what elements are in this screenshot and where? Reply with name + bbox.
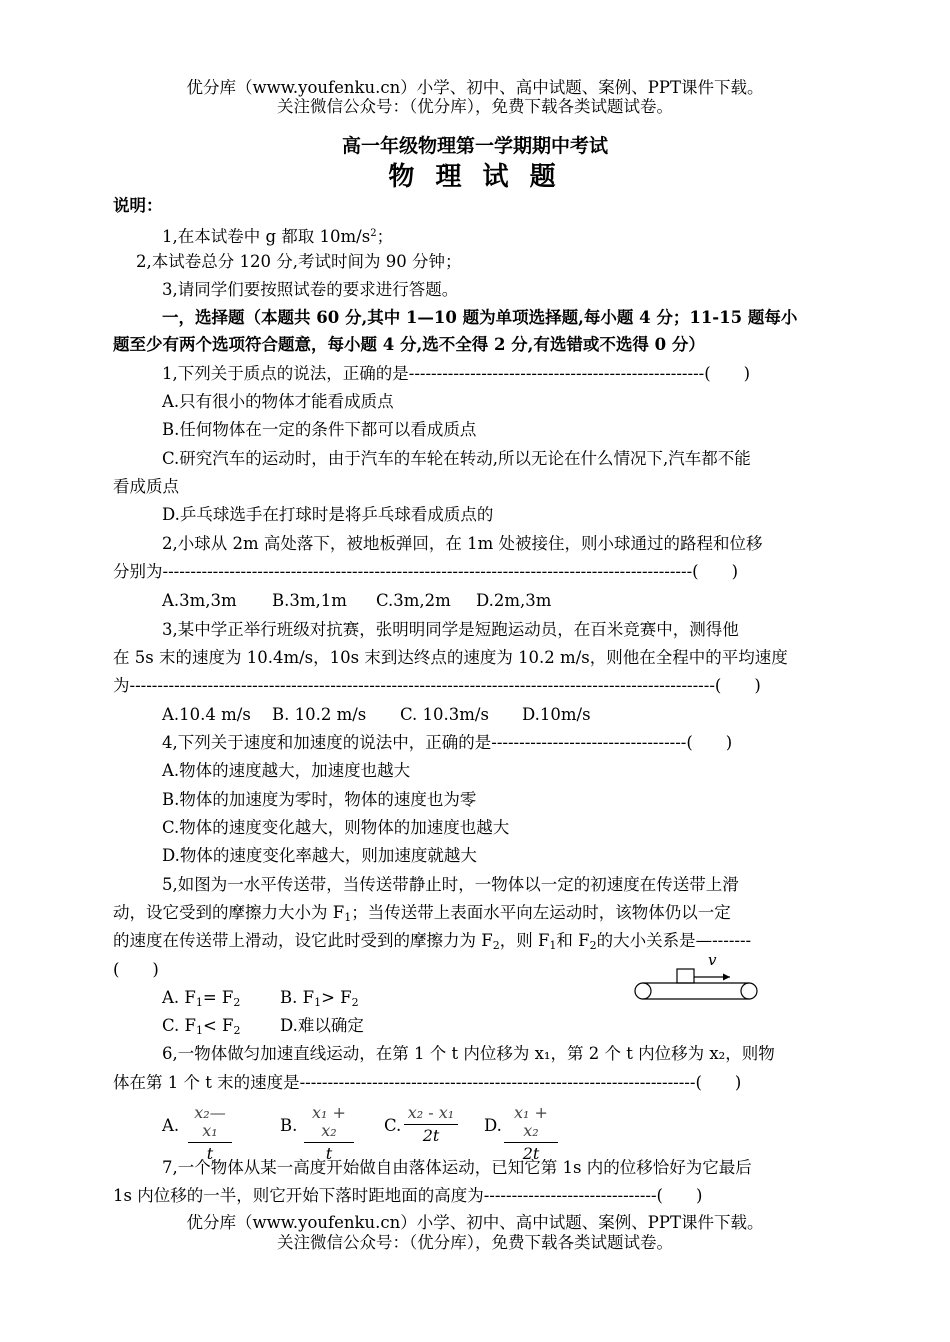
q1-option-a: A.只有很小的物体才能看成质点 [162, 392, 394, 411]
q5-option-c: C. $F_1< F_2$ [162, 1016, 241, 1037]
block-icon [677, 969, 694, 983]
q5-stem-line-2: 动，设它受到的摩擦力大小为 $F_1$；当传送带上表面水平向左运动时，该物体仍以一定 [113, 903, 731, 924]
section-1-line-1: 一，选择题（本题共 60 分,其中 1—10 题为单项选择题,每小题 4 分；11-15 题每小 [162, 308, 798, 327]
note-2: 2,本试卷总分 120 分,考试时间为 90 分钟； [136, 252, 462, 271]
header-line-2: 关注微信公众号：（优分库），免费下载各类试题试卷。 [277, 97, 673, 116]
q7-stem-line-2: 1s 内位移的一半，则它开始下落时距地面的高度为-------------------------------( ) [113, 1186, 703, 1205]
q6-stem-line-2: 体在第 1 个 t 末的速度是-----------------------------------------------------------------------( ) [113, 1073, 742, 1092]
q6-option-d-denominator: 2t [522, 1144, 540, 1163]
q2-option-b: B.3m,1m [272, 591, 347, 610]
q1-option-d: D.乒乓球选手在打球时是将乒乓球看成质点的 [162, 505, 494, 524]
q3-option-c: C. 10.3m/s [400, 705, 489, 724]
q6-stem-line-1: 6,一物体做匀加速直线运动，在第 1 个 t 内位移为 x₁，第 2 个 t 内位移为 x₂，则物 [162, 1044, 775, 1063]
q4-stem: 4,下列关于速度和加速度的说法中，正确的是-----------------------------------( ) [162, 733, 733, 752]
q3-option-b: B. 10.2 m/s [272, 705, 367, 724]
footer-line-1: 优分库（www.youfenku.cn）小学、初中、高中试题、案例、PPT课件下载。 [186, 1213, 764, 1232]
q1-option-c-line-2: 看成质点 [113, 477, 179, 496]
q6-option-c-label: C. [384, 1116, 402, 1135]
velocity-label: v [708, 951, 717, 969]
q4-option-a: A.物体的速度越大，加速度也越大 [162, 761, 411, 780]
q5-stem-line-3: 的速度在传送带上滑动，设它此时受到的摩擦力为 $F_2$，则 $F_1$和 $F_2$的大小关系是—------- [113, 931, 752, 952]
q3-stem-line-1: 3,某中学正举行班级对抗赛，张明明同学是短跑运动员，在百米竞赛中，测得他 [162, 620, 739, 639]
q6-option-c-numerator: x₂ - x₁ [404, 1104, 458, 1125]
q6-option-b-label: B. [280, 1116, 298, 1135]
q5-stem-line-1: 5,如图为一水平传送带，当传送带静止时，一物体以一定的初速度在传送带上滑 [162, 875, 739, 894]
exam-title: 高一年级物理第一学期期中考试 [341, 135, 608, 157]
q3-stem-line-3: 为---------------------------------------------------------------------------------------------------------( ) [113, 676, 761, 695]
q6-option-d-label: D. [484, 1116, 502, 1135]
q2-option-a: A.3m,3m [162, 591, 237, 610]
conveyor-belt-figure [630, 948, 765, 1008]
q6-option-a-fraction [188, 1104, 232, 1165]
q3-option-d: D.10m/s [522, 705, 591, 724]
q6-option-d-fraction [504, 1104, 558, 1165]
q4-option-b: B.物体的加速度为零时，物体的速度也为零 [162, 790, 477, 809]
note-3: 3,请同学们要按照试卷的要求进行答题。 [162, 280, 459, 299]
q4-option-c: C.物体的速度变化越大，则物体的加速度也越大 [162, 818, 510, 837]
velocity-arrowhead [723, 974, 730, 981]
left-pulley-icon [635, 983, 651, 999]
q5-stem-line-4: ( ) [113, 960, 159, 979]
q6-option-a-denominator: t [206, 1144, 214, 1163]
q5-option-b: B. $F_1> F_2$ [280, 988, 359, 1009]
header-line-1: 优分库（www.youfenku.cn）小学、初中、高中试题、案例、PPT课件下载。 [186, 78, 764, 97]
q3-option-a: A.10.4 m/s [162, 705, 251, 724]
exam-subtitle: 物 理 试 题 [388, 162, 562, 192]
q6-option-b-denominator: t [325, 1144, 333, 1163]
q6-option-c-denominator: 2t [422, 1126, 440, 1145]
q1-option-c-line-1: C.研究汽车的运动时，由于汽车的车轮在转动,所以无论在什么情况下,汽车都不能 [162, 449, 751, 468]
right-pulley-icon [741, 983, 757, 999]
section-1-line-2: 题至少有两个选项符合题意，每小题 4 分,选不全得 2 分,有选错或不选得 0 分） [113, 335, 705, 354]
q4-option-d: D.物体的速度变化率越大，则加速度就越大 [162, 846, 477, 865]
q1-option-b: B.任何物体在一定的条件下都可以看成质点 [162, 420, 477, 439]
q1-stem: 1,下列关于质点的说法，正确的是-----------------------------------------------------( ) [162, 364, 751, 383]
q2-option-d: D.2m,3m [476, 591, 552, 610]
q6-option-b-numerator: x₁ + x₂ [304, 1104, 354, 1143]
q6-option-b-fraction [304, 1104, 354, 1165]
q6-option-a-label: A. [162, 1116, 180, 1135]
q6-option-d-numerator: x₁ + x₂ [504, 1104, 558, 1143]
q2-option-c: C.3m,2m [376, 591, 451, 610]
q6-option-c-fraction [404, 1104, 458, 1147]
footer-line-2: 关注微信公众号：（优分库），免费下载各类试题试卷。 [277, 1233, 673, 1252]
q5-option-d: D.难以确定 [280, 1016, 364, 1035]
q5-option-a: A. $F_1= F_2$ [162, 988, 241, 1009]
q6-option-a-numerator: x₂—x₁ [188, 1104, 232, 1143]
q3-stem-line-2: 在 5s 末的速度为 10.4m/s，10s 末到达终点的速度为 10.2 m/s，则他在全程中的平均速度 [113, 648, 788, 667]
notes-heading: 说明： [113, 196, 163, 215]
note-1: 1,在本试卷中 g 都取 $10m/s^2$； [162, 227, 394, 246]
q2-stem-line-1: 2,小球从 2m 高处落下，被地板弹回，在 1m 处被接住，则小球通过的路程和位移 [162, 534, 763, 553]
q7-stem-line-1: 7,一个物体从某一高度开始做自由落体运动，已知它第 1s 内的位移恰好为它最后 [162, 1158, 752, 1177]
q2-stem-line-2: 分别为-----------------------------------------------------------------------------------------------( ) [113, 562, 739, 581]
